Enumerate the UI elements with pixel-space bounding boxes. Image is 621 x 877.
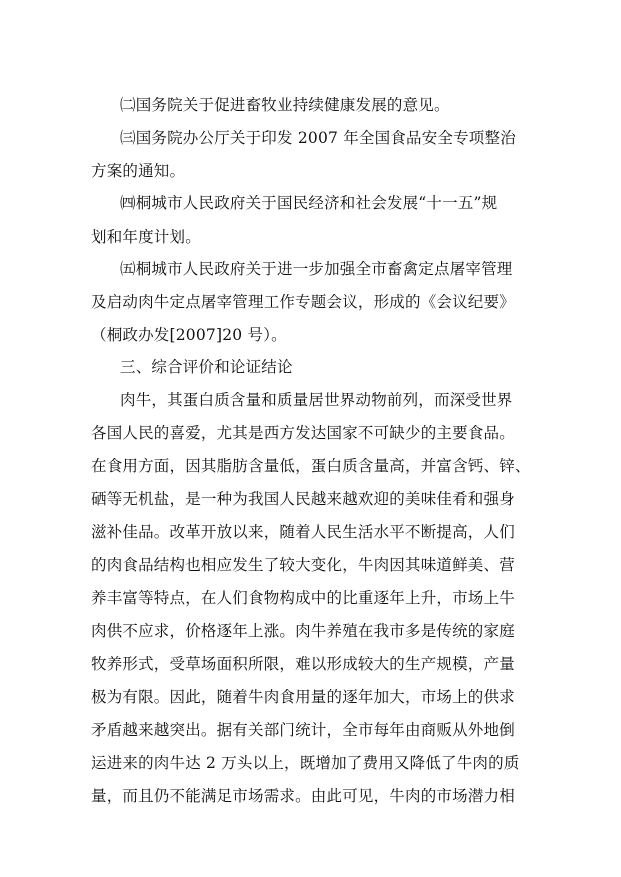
body-line: 牧养形式，受草场面积所限，难以形成较大的生产规模，产量 xyxy=(91,655,515,673)
body-line: 量，而且仍不能满足市场需求。由此可见，牛肉的市场潜力相 xyxy=(91,787,515,805)
body-line: 各国人民的喜爱，尤其是西方发达国家不可缺少的主要食品。 xyxy=(91,424,515,442)
reference-item-3-line-2: 方案的通知。 xyxy=(91,162,186,180)
body-line: 极为有限。因此，随着牛肉食用量的逐年加大，市场上的供求 xyxy=(91,688,515,706)
body-line: 在食用方面，因其脂肪含量低，蛋白质含量高，并富含钙、锌、 xyxy=(91,457,531,475)
body-line: 肉供不应求，价格逐年上涨。肉牛养殖在我市多是传统的家庭 xyxy=(91,622,515,640)
reference-item-2: ㈡国务院关于促进畜牧业持续健康发展的意见。 xyxy=(120,96,450,114)
body-line: 滋补佳品。改革开放以来，随着人民生活水平不断提高，人们 xyxy=(91,523,515,541)
reference-item-5-line-3: （桐政办发[2007]20 号）。 xyxy=(91,326,287,344)
body-line: 运进来的肉牛达 2 万头以上，既增加了费用又降低了牛肉的质 xyxy=(91,754,520,772)
body-line: 矛盾越来越突出。据有关部门统计，全市每年由商贩从外地倒 xyxy=(91,721,515,739)
reference-item-3-line-1: ㈢国务院办公厅关于印发 2007 年全国食品安全专项整治 xyxy=(120,129,516,147)
section-heading: 三、综合评价和论证结论 xyxy=(120,358,293,376)
body-line: 养丰富等特点，在人们食物构成中的比重逐年上升，市场上牛 xyxy=(91,589,515,607)
reference-item-4-line-2: 划和年度计划。 xyxy=(91,228,201,246)
body-line: 硒等无机盐，是一种为我国人民越来越欢迎的美味佳肴和强身 xyxy=(91,490,515,508)
body-line: 肉牛，其蛋白质含量和质量居世界动物前列，而深受世界 xyxy=(120,391,513,409)
reference-item-4-line-1: ㈣桐城市人民政府关于国民经济和社会发展“十一五”规 xyxy=(120,194,498,212)
reference-item-5-line-2: 及启动肉牛定点屠宰管理工作专题会议，形成的《会议纪要》 xyxy=(91,293,515,311)
reference-item-5-line-1: ㈤桐城市人民政府关于进一步加强全市畜禽定点屠宰管理 xyxy=(120,260,513,278)
body-line: 的肉食品结构也相应发生了较大变化，牛肉因其味道鲜美、营 xyxy=(91,556,515,574)
